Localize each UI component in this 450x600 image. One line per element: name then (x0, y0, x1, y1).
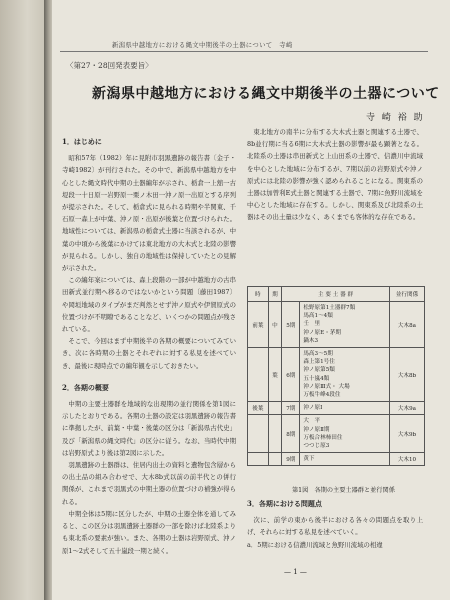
table-cell: 大木8b (389, 348, 424, 402)
table-cell: 前葉 (248, 302, 269, 348)
pottery-group: 沖ノ原Ⅱ期 (303, 426, 330, 433)
table-cell (248, 348, 269, 402)
pottery-group: 黄下 (303, 456, 321, 463)
table-cell: 中 (268, 302, 282, 348)
paragraph: 東北地方の南半に分布する大木式土器と関連する土器で、8b並行期に当る6期に大木式土器の影響が最も顕著となる。北陸系の土器は串田新式と上山田系の土器で、信濃川中流域を中心とした地域に分布するが、7期以前の岩野原式や沖ノ原式には北陸の影響が強く認められることになる。関東系の土器は加曽利E式土器と関連する土器で、7期に魚野川流域を中心とした地域に存在する。しかし、関東系及び北陸系の土器はその出土量は少なく、あくまでも客体的な存在である。 (247, 128, 423, 222)
table-cell: 大木10 (389, 453, 424, 466)
paragraph: この編年案については、森上段階の一部が中越地方の古串田新式並行期へ移るのではないかという問題〔藤田1987〕や岡垣地域のタイプがまだ判然とせず沖ノ原式や伊賀原式の位置づけが不明瞭であることなど、いくつかの問題点が残されている。 (62, 276, 236, 334)
section-label: 〈第27・28回発表要旨〉 (66, 61, 153, 70)
pottery-group: 万板牛峰4段住 (303, 392, 341, 399)
paragraph: 次に、前学の東から後半における各々の問題点を取り上げ、それらに対する私見を述べていく。 (247, 516, 423, 537)
pottery-group: 馬高3〜5期 (303, 351, 333, 358)
table-cell-items (300, 415, 390, 453)
header-rule (60, 51, 428, 52)
running-header: 新潟県中越地方における縄文中期後半の土器について 寺崎 (112, 41, 293, 49)
left-column (62, 126, 236, 557)
table-row (248, 348, 425, 402)
journal-page (52, 0, 450, 600)
right-column-lower (247, 498, 423, 551)
table-cell: 大木8a (389, 302, 424, 348)
table-cell-items (300, 348, 390, 402)
table-cell: 葉 (268, 348, 282, 402)
table-cell: 後葉 (248, 402, 269, 415)
phase-table (247, 286, 425, 466)
pottery-group: 鍋木3 (303, 337, 319, 344)
paragraph: 中期の主要土器群を地域的な出現期の並行関係を第1図に示したとおりである。各期の土器の設定は羽黒遺跡の報告書に準拠したが、前葉・中葉・後葉の区分は「新潟県古代史」及び「新潟県の縄文時代」の区分に従う。なお、当時代中期は岩野原式より後は第2図に示した。 (62, 400, 236, 457)
table-cell: 大木9a (389, 402, 424, 415)
author-name: 寺 崎 裕 助 (366, 113, 425, 123)
article-title: 新潟県中越地方における縄文中期後半の土器について (92, 86, 440, 102)
table-cell (268, 453, 282, 466)
pottery-group: 沖ノ原E・茅期 (303, 329, 341, 336)
table-header: 期 (268, 287, 282, 302)
figure-table (247, 286, 425, 466)
table-row (248, 402, 425, 415)
table-cell: 7期 (282, 402, 300, 415)
heading-introduction: 1．はじめに (62, 137, 102, 146)
heading-overview: 2．各期の概要 (62, 382, 109, 392)
table-body (248, 302, 425, 466)
paragraph: 羽黒遺跡の土器群は、住居内出土の資料と遺物包含層からの出土品の組み合わせで、大木8b式以前の前半代との併行関係が、これまで羽黒式の中期土器の位置づけの補強が得られる。 (62, 461, 236, 506)
table-row (248, 415, 425, 453)
table-cell (248, 453, 269, 466)
table-row (248, 302, 425, 348)
pottery-group: 沖ノ原第5類 (303, 367, 335, 374)
pottery-group: 馬高1〜4類 (303, 313, 333, 320)
paragraph: 昭和57年（1982）年に見附市羽黒遺跡の報告書〔金子・寺崎1982〕が刊行された。その中で、新潟県中越地方を中心とした縄文時代中期の土器編年が示され、栃倉一上舘一古堤段一十日原一岩野原一栗ノ木田一沖ノ原一出原とする序列が提示された。そして、栃倉式に見られる時期や半関東、千石原一森上が中葉、沖ノ原・出原が後葉と位置づけられた。地域性については、新潟県の栃倉式土器に当該されるが、中葉の中頃から後葉にかけては東北地方の大木式と北陸の影響が見られる。しかし、独自の地域性は保持していたとの見解が示された。 (62, 154, 236, 273)
pottery-group: 大 平 (303, 418, 321, 425)
table-cell: 6期 (282, 348, 300, 402)
pottery-group: 万板合林柿田住 (303, 434, 343, 441)
pottery-group: 沖ノ原Ⅰ (303, 405, 323, 412)
table-row (248, 453, 425, 466)
table-cell: 5期 (282, 302, 300, 348)
pottery-group: 壬 里 (303, 321, 321, 328)
pottery-group: 松野原第1土器群7類 (303, 305, 356, 311)
pottery-group: 五十嵐4類 (303, 375, 330, 382)
table-cell-items (300, 302, 390, 348)
right-column (247, 126, 423, 224)
table-cell (248, 415, 269, 453)
facing-page-edge (0, 0, 46, 600)
pottery-group: 沖ノ原Ⅲ式・ 大場 (303, 383, 367, 390)
heading-problems: 3．各期における問題点 (247, 499, 322, 508)
table-cell-items (300, 453, 390, 466)
table-cell: 大木9b (389, 415, 424, 453)
table-header: 主 要 土 器 群 (282, 287, 390, 302)
paragraph: そこで、今回はまず中期後半の各期の概要についてみていき、次に各時期の土器とそれぞれに対する私見を述べていき、最後に現時点での編年観を示しておきたい。 (62, 337, 236, 370)
page-number: — 1 — (284, 568, 307, 576)
figure-caption: 第1図 各期の主要土器群と並行関係 (292, 487, 395, 494)
table-cell (268, 402, 282, 415)
pottery-group: つつじ原3 (303, 443, 330, 450)
table-header: 並行関係 (389, 287, 424, 302)
table-cell-items (300, 402, 390, 415)
paragraph: a．5期における信濃川流域と魚野川流域の相違 (247, 540, 383, 549)
table-cell: 8期 (282, 415, 300, 453)
pottery-group: 森上第1号住 (303, 359, 335, 366)
table-cell (268, 415, 282, 453)
paragraph: 中期全体は5期に区分したが、中期の土器全体を通してみると、この区分は羽黒遺跡土器群の一部を除けば北陸系よりも東北系の要素が強い。また、各期の土器は岩野原式、沖ノ原1〜2式そして五十嵐段一期と続く。 (62, 509, 236, 555)
table-header: 時 (248, 287, 269, 302)
table-cell: 9期 (282, 453, 300, 466)
